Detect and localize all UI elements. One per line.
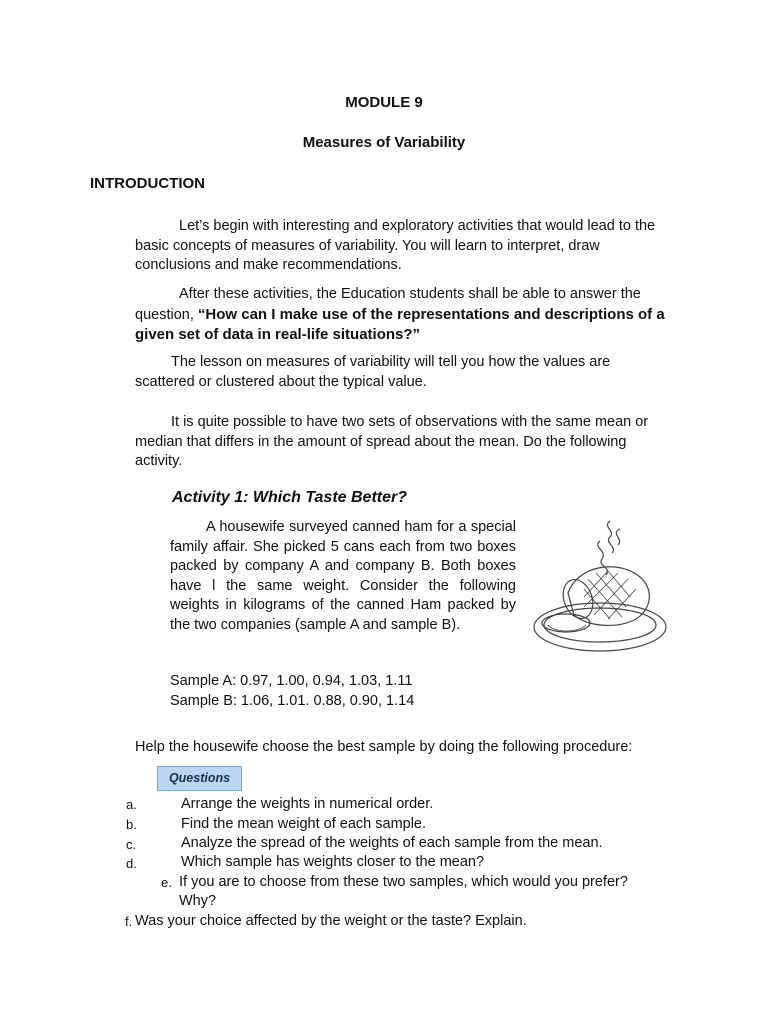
question-e: If you are to choose from these two samples, which would you prefer? bbox=[179, 874, 628, 890]
question-label-a: a. bbox=[126, 797, 137, 812]
question-d: Which sample has weights closer to the mean? bbox=[181, 854, 485, 870]
question-a: Arrange the weights in numerical order. bbox=[181, 796, 434, 812]
question-f: Was your choice affected by the weight or the taste? Explain. bbox=[135, 913, 527, 929]
question-label-b: b. bbox=[126, 817, 137, 832]
question-label-d: d. bbox=[126, 856, 137, 871]
question-label-e: e. bbox=[161, 875, 172, 890]
intro-paragraph-3: The lesson on measures of variability will tell you how the values are scattered or clustered about the typical value. bbox=[135, 354, 611, 390]
question-e-continued: Why? bbox=[179, 893, 217, 909]
questions-badge: Questions bbox=[157, 766, 242, 791]
sample-b: Sample B: 1.06, 1.01. 0.88, 0.90, 1.14 bbox=[170, 693, 415, 709]
ham-on-plate-icon bbox=[528, 515, 678, 665]
intro-paragraph-2 bbox=[135, 285, 670, 346]
activity-title: Activity 1: Which Taste Better? bbox=[172, 489, 408, 506]
question-label-f: f. bbox=[125, 914, 133, 929]
activity-text: A housewife surveyed canned ham for a special family affair. She picked 5 cans each from two boxes packed by company A and company B. Both boxes have l the same weight. Consider the following weights in kilograms of the canned Ham packed by the two companies (sample A and sample B). bbox=[170, 519, 516, 633]
guiding-question: “How can I make use of the representations and descriptions of a given set of data in real-life situations?” bbox=[135, 305, 665, 343]
question-b: Find the mean weight of each sample. bbox=[181, 816, 427, 832]
module-heading: MODULE 9 bbox=[345, 94, 423, 111]
section-heading: INTRODUCTION bbox=[90, 175, 205, 192]
question-label-c: c. bbox=[126, 837, 137, 852]
procedure-text: Help the housewife choose the best sample by doing the following procedure: bbox=[135, 739, 633, 755]
intro-paragraph-1: Let’s begin with interesting and exploratory activities that would lead to the basic concepts of measures of variability. You will learn to interpret, draw conclusions and make recommendations. bbox=[135, 218, 656, 273]
page-title: Measures of Variability bbox=[302, 134, 466, 151]
intro-paragraph-2-text: After these activities, the Education students shall be able to answer the question, bbox=[135, 286, 641, 323]
intro-paragraph-4: It is quite possible to have two sets of observations with the same mean or median that differs in the amount of spread about the mean. Do the following activity. bbox=[135, 414, 649, 469]
question-c: Analyze the spread of the weights of each sample from the mean. bbox=[181, 835, 603, 851]
sample-a: Sample A: 0.97, 1.00, 0.94, 1.03, 1.11 bbox=[170, 673, 413, 689]
